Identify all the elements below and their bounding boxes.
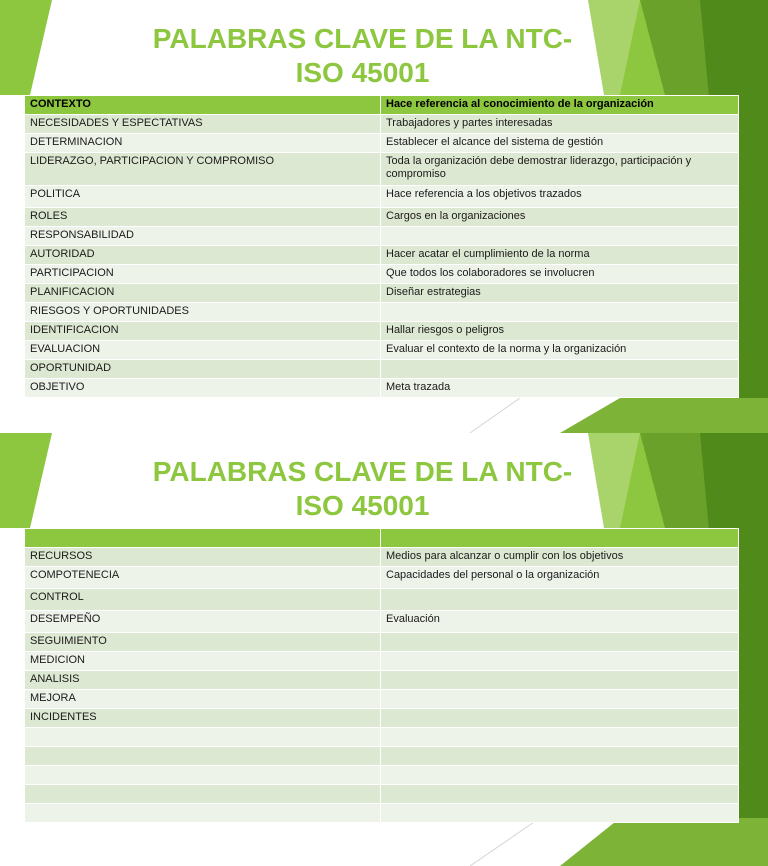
definition-cell: Establecer el alcance del sistema de gestión bbox=[381, 134, 739, 153]
table-row bbox=[25, 652, 739, 671]
table-row bbox=[25, 227, 739, 246]
definition-cell: Medios para alcanzar o cumplir con los objetivos bbox=[381, 548, 739, 567]
left-green-accent bbox=[0, 433, 52, 528]
keywords-table bbox=[24, 528, 739, 823]
term-cell bbox=[25, 728, 381, 747]
table-row bbox=[25, 671, 739, 690]
term-cell: RIESGOS Y OPORTUNIDADES bbox=[25, 303, 381, 322]
definition-cell: Que todos los colaboradores se involucren bbox=[381, 265, 739, 284]
definition-cell: Toda la organización debe demostrar liderazgo, participación y compromiso bbox=[381, 153, 739, 186]
definition-cell: Meta trazada bbox=[381, 379, 739, 398]
header-cell bbox=[381, 529, 739, 548]
keywords-table bbox=[24, 95, 739, 398]
term-cell bbox=[25, 785, 381, 804]
term-cell: MEJORA bbox=[25, 690, 381, 709]
definition-cell bbox=[381, 633, 739, 652]
table-row bbox=[25, 134, 739, 153]
term-cell: ANALISIS bbox=[25, 671, 381, 690]
term-cell: PARTICIPACION bbox=[25, 265, 381, 284]
table-header-row bbox=[25, 96, 739, 115]
header-cell bbox=[25, 529, 381, 548]
table-row bbox=[25, 186, 739, 208]
table-row bbox=[25, 611, 739, 633]
term-cell bbox=[25, 747, 381, 766]
header-cell: Hace referencia al conocimiento de la organización bbox=[381, 96, 739, 115]
term-cell: NECESIDADES Y ESPECTATIVAS bbox=[25, 115, 381, 134]
table-row bbox=[25, 548, 739, 567]
definition-cell: Evaluar el contexto de la norma y la organización bbox=[381, 341, 739, 360]
thin-accent-line bbox=[470, 398, 520, 433]
term-cell: SEGUIMIENTO bbox=[25, 633, 381, 652]
table-row bbox=[25, 728, 739, 747]
header-cell: CONTEXTO bbox=[25, 96, 381, 115]
definition-cell: Cargos en la organizaciones bbox=[381, 208, 739, 227]
definition-cell bbox=[381, 747, 739, 766]
thin-accent-line bbox=[470, 818, 540, 866]
term-cell: EVALUACION bbox=[25, 341, 381, 360]
term-cell: PLANIFICACION bbox=[25, 284, 381, 303]
slide-title: PALABRAS CLAVE DE LA NTC-ISO 45001 bbox=[152, 23, 573, 88]
table-row bbox=[25, 303, 739, 322]
term-cell: INCIDENTES bbox=[25, 709, 381, 728]
definition-cell bbox=[381, 728, 739, 747]
slide-title: PALABRAS CLAVE DE LA NTC-ISO 45001 bbox=[152, 456, 573, 521]
table-row bbox=[25, 208, 739, 227]
bottom-right-shard bbox=[560, 398, 768, 433]
table-header-row bbox=[25, 529, 739, 548]
table-row bbox=[25, 567, 739, 589]
definition-cell bbox=[381, 804, 739, 823]
table-row bbox=[25, 153, 739, 186]
term-cell: RECURSOS bbox=[25, 548, 381, 567]
definition-cell bbox=[381, 303, 739, 322]
left-green-accent bbox=[0, 0, 52, 95]
definition-cell: Hacer acatar el cumplimiento de la norma bbox=[381, 246, 739, 265]
definition-cell bbox=[381, 709, 739, 728]
definition-cell: Evaluación bbox=[381, 611, 739, 633]
term-cell: COMPOTENECIA bbox=[25, 567, 381, 589]
definition-cell bbox=[381, 589, 739, 611]
table-row bbox=[25, 322, 739, 341]
definition-cell: Trabajadores y partes interesadas bbox=[381, 115, 739, 134]
definition-cell bbox=[381, 690, 739, 709]
slide-2 bbox=[0, 433, 768, 866]
term-cell: MEDICION bbox=[25, 652, 381, 671]
term-cell: RESPONSABILIDAD bbox=[25, 227, 381, 246]
table-row bbox=[25, 747, 739, 766]
definition-cell bbox=[381, 360, 739, 379]
term-cell: CONTROL bbox=[25, 589, 381, 611]
table-row bbox=[25, 589, 739, 611]
bottom-right-shard bbox=[560, 818, 768, 866]
term-cell: DESEMPEÑO bbox=[25, 611, 381, 633]
term-cell: POLITICA bbox=[25, 186, 381, 208]
term-cell: IDENTIFICACION bbox=[25, 322, 381, 341]
definition-cell bbox=[381, 227, 739, 246]
definition-cell: Hace referencia a los objetivos trazados bbox=[381, 186, 739, 208]
term-cell: AUTORIDAD bbox=[25, 246, 381, 265]
table-row bbox=[25, 360, 739, 379]
term-cell bbox=[25, 804, 381, 823]
definition-cell bbox=[381, 671, 739, 690]
table-row bbox=[25, 690, 739, 709]
definition-cell bbox=[381, 766, 739, 785]
table-row bbox=[25, 379, 739, 398]
table-row bbox=[25, 766, 739, 785]
term-cell bbox=[25, 766, 381, 785]
table-row bbox=[25, 341, 739, 360]
term-cell: OBJETIVO bbox=[25, 379, 381, 398]
definition-cell: Capacidades del personal o la organización bbox=[381, 567, 739, 589]
table-row bbox=[25, 115, 739, 134]
table-row bbox=[25, 709, 739, 728]
table-row bbox=[25, 804, 739, 823]
definition-cell bbox=[381, 652, 739, 671]
term-cell: LIDERAZGO, PARTICIPACION Y COMPROMISO bbox=[25, 153, 381, 186]
definition-cell: Hallar riesgos o peligros bbox=[381, 322, 739, 341]
table-row bbox=[25, 246, 739, 265]
table-row bbox=[25, 284, 739, 303]
table-row bbox=[25, 633, 739, 652]
definition-cell: Diseñar estrategias bbox=[381, 284, 739, 303]
term-cell: ROLES bbox=[25, 208, 381, 227]
table-row bbox=[25, 785, 739, 804]
table-row bbox=[25, 265, 739, 284]
term-cell: DETERMINACION bbox=[25, 134, 381, 153]
definition-cell bbox=[381, 785, 739, 804]
term-cell: OPORTUNIDAD bbox=[25, 360, 381, 379]
